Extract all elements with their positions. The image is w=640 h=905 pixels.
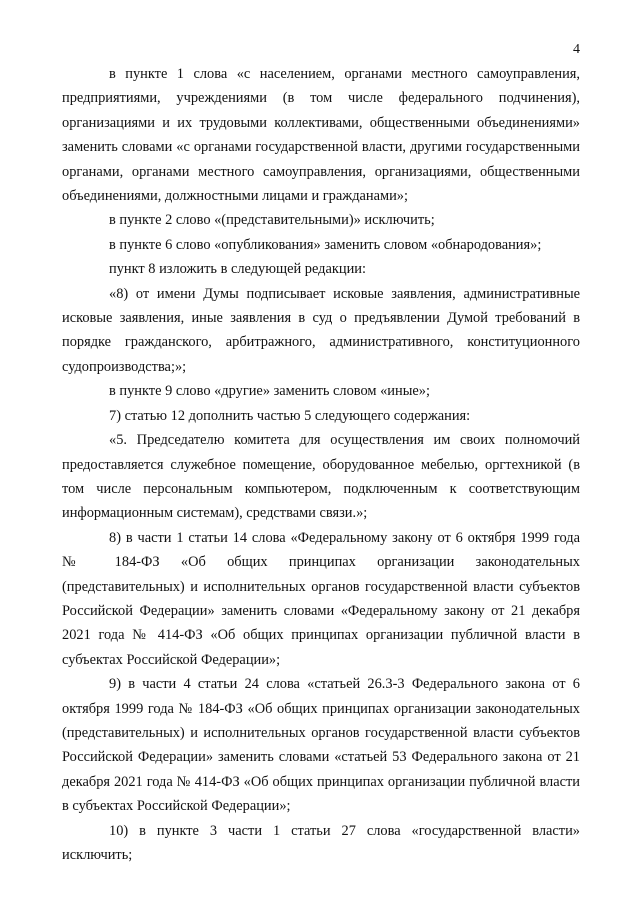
page-number: 4 <box>573 42 580 57</box>
paragraph-11: 10) в пункте 3 части 1 статьи 27 слова «государственной власти» исключить; <box>62 822 580 863</box>
paragraph-3: в пункте 6 слово «опубликования» заменить словом «обнародования»; <box>109 236 542 253</box>
paragraph-8: «5. Председателю комитета для осуществления им своих полномочий предоставляется служебное помещение, оборудованное мебелью, оргтехникой (в том числе персональным компьютером, подключенным к соответствующим информационным системам), средствами связи.»; <box>62 432 580 522</box>
document-body <box>62 62 580 867</box>
paragraph-2: в пункте 2 слово «(представительными)» исключить; <box>109 212 435 229</box>
paragraph-1: в пункте 1 слова «с населением, органами местного самоуправления, предприятиями, учреждениями (в том числе федерального подчинения), организациями и их трудовыми коллективами, общественными объединениями» заменить словами «с органами государственной власти, другими государственными органами, органами местного самоуправления, организациями, общественными объединениями, должностными лицами и гражданами»; <box>62 66 580 205</box>
paragraph-7: 7) статью 12 дополнить частью 5 следующего содержания: <box>109 407 471 424</box>
paragraph-4: пункт 8 изложить в следующей редакции: <box>109 261 366 278</box>
paragraph-6: в пункте 9 слово «другие» заменить словом «иные»; <box>109 383 430 400</box>
paragraph-10: 9) в части 4 статьи 24 слова «статьей 26.3-3 Федерального закона от 6 октября 1999 года № 184-ФЗ «Об общих принципах организации законодательных (представительных) и исполнительных органов государственной власти субъектов Российской Федерации» заменить словами «статьей 53 Федерального закона от 21 декабря 2021 года № 414-ФЗ «Об общих принципах организации публичной власти в субъектах Российской Федерации»; <box>62 676 580 815</box>
paragraph-9: 8) в части 1 статьи 14 слова «Федеральному закону от 6 октября 1999 года № 184-ФЗ «Об общих принципах организации законодательных (представительных) и исполнительных органов государственной власти субъектов Российской Федерации» заменить словами «Федеральному закону от 21 декабря 2021 года № 414-ФЗ «Об общих принципах организации публичной власти в субъектах Российской Федерации»; <box>62 529 580 668</box>
paragraph-5: «8) от имени Думы подписывает исковые заявления, административные исковые заявления, иные заявления в суд о предъявлении Думой требований в порядке гражданского, арбитражного, административного, конституционного судопроизводства;»; <box>62 285 580 375</box>
